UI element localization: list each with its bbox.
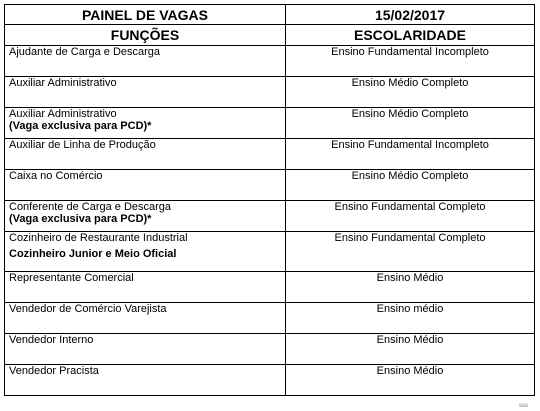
job-function-cell [5,108,286,139]
education-label: Ensino Médio Completo [351,170,469,182]
job-function-label: Representante Comercial [9,272,134,284]
table-row [5,201,535,232]
table-row [5,334,535,365]
education-label: Ensino Médio [376,272,444,284]
education-label: Ensino Médio [376,365,444,377]
job-function-label: Auxiliar Administrativo [9,108,117,120]
education-label: Ensino Médio [376,334,444,346]
job-function-cell [5,139,286,170]
table-row [5,365,535,396]
job-function-cell [5,272,286,303]
table-row [5,108,535,139]
job-function-label: Caixa no Comércio [9,170,103,182]
vacancies-table [4,4,535,396]
job-note: Cozinheiro Junior e Meio Oficial [9,248,177,260]
job-function-cell [5,170,286,201]
column-header-funcoes: FUNÇÕES [5,25,286,46]
title-row [5,5,535,25]
job-function-label: Conferente de Carga e Descarga [9,201,172,213]
education-label: Ensino Fundamental Incompleto [331,139,489,151]
panel-title: PAINEL DE VAGAS [5,5,286,25]
education-label: Ensino Fundamental Completo [334,232,486,244]
education-label: Ensino Médio Completo [351,77,469,89]
education-cell [286,365,535,396]
table-row [5,303,535,334]
job-function-cell [5,46,286,77]
table-row [5,139,535,170]
education-label: Ensino Médio Completo [351,108,469,120]
education-label: Ensino Fundamental Incompleto [331,46,489,58]
education-cell [286,201,535,232]
education-cell [286,139,535,170]
job-function-label: Vendedor Interno [9,334,94,346]
education-cell [286,170,535,201]
job-note: (Vaga exclusiva para PCD)* [9,120,152,132]
education-cell [286,108,535,139]
job-function-cell [5,201,286,232]
education-cell [286,46,535,77]
job-function-cell [5,232,286,272]
job-function-cell [5,365,286,396]
education-cell [286,77,535,108]
column-header-row [5,25,535,46]
education-cell [286,232,535,272]
job-function-cell [5,334,286,365]
job-function-label: Auxiliar Administrativo [9,77,117,89]
table-row [5,272,535,303]
education-label: Ensino médio [376,303,444,315]
job-function-label: Vendedor Pracista [9,365,99,377]
education-cell [286,303,535,334]
education-cell [286,272,535,303]
job-function-cell [5,303,286,334]
table-row [5,232,535,272]
table-row [5,46,535,77]
table-row [5,77,535,108]
column-header-escolaridade: ESCOLARIDADE [286,25,535,46]
panel-date: 15/02/2017 [286,5,535,25]
job-function-cell [5,77,286,108]
table-row [5,170,535,201]
education-label: Ensino Fundamental Completo [334,201,486,213]
education-cell [286,334,535,365]
job-function-label: Ajudante de Carga e Descarga [9,46,161,58]
footer-mark: sss [519,403,528,409]
job-note: (Vaga exclusiva para PCD)* [9,213,152,225]
job-function-label: Vendedor de Comércio Varejista [9,303,167,315]
job-function-label: Cozinheiro de Restaurante Industrial [9,232,188,244]
job-function-label: Auxiliar de Linha de Produção [9,139,156,151]
